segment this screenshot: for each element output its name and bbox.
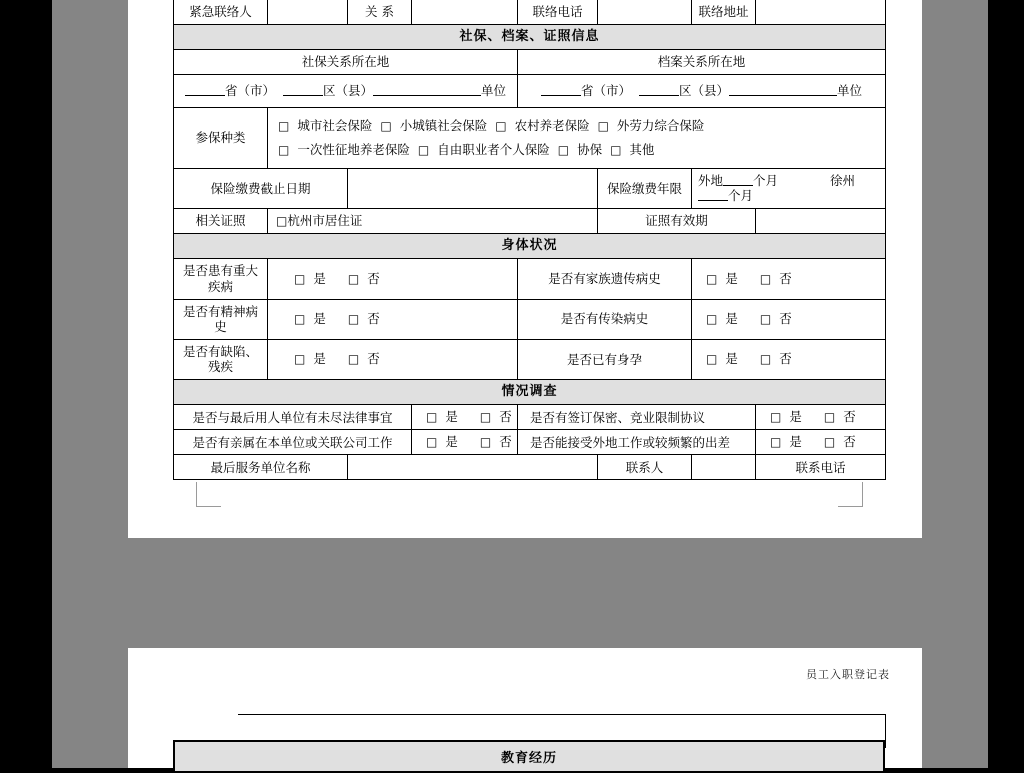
section-header-body-condition: 身体状况 xyxy=(174,234,886,259)
answer-relatives-in-company xyxy=(412,430,518,455)
label-insurance-types: 参保种类 xyxy=(174,108,268,169)
onboarding-form-table xyxy=(173,0,886,480)
checkbox-major-illness-no[interactable]: □ xyxy=(347,271,360,286)
label-relatives-in-company: 是否有亲属在本单位或关联公司工作 xyxy=(174,430,412,455)
label-family-hereditary-history: 是否有家族遗传病史 xyxy=(518,259,692,299)
insurance-options-row-2 xyxy=(278,138,880,162)
section-header-situation-survey: 情况调查 xyxy=(174,380,886,405)
label-disability-yes: 是 xyxy=(313,351,326,367)
social-unit-blank[interactable] xyxy=(373,84,481,96)
answer-family-hereditary-history xyxy=(692,259,886,299)
checkbox-pregnancy-yes[interactable]: □ xyxy=(706,352,718,367)
table-row-emergency-contact xyxy=(174,0,886,25)
option-hangzhou-residence-permit: 杭州市居住证 xyxy=(287,213,363,229)
section-header-education: 教育经历 xyxy=(174,741,884,772)
label-family-hereditary-yes: 是 xyxy=(725,270,738,286)
table-row-location-fields xyxy=(174,75,886,108)
label-relation: 关 系 xyxy=(348,0,412,25)
checkbox-mental-illness-yes[interactable]: □ xyxy=(294,312,306,327)
field-social-location[interactable] xyxy=(174,75,518,108)
label-payment-years: 保险缴费年限 xyxy=(598,168,692,208)
document-page-2 xyxy=(128,648,922,768)
label-infectious-yes: 是 xyxy=(725,311,738,327)
label-pregnancy-yes: 是 xyxy=(725,351,738,367)
label-emergency-contact: 紧急联络人 xyxy=(174,0,268,25)
archive-province-blank[interactable] xyxy=(541,84,581,96)
header-social-location: 社保关系所在地 xyxy=(174,50,518,75)
label-noncompete-yes: 是 xyxy=(789,409,802,425)
option-town-social-insurance: 小城镇社会保险 xyxy=(399,118,488,134)
label-confidentiality-noncompete: 是否有签订保密、竞业限制协议 xyxy=(518,405,756,430)
checkbox-mental-illness-no[interactable]: □ xyxy=(347,312,360,327)
option-land-requisition-pension: 一次性征地养老保险 xyxy=(297,142,410,158)
years-outside-blank[interactable] xyxy=(723,174,753,186)
label-payment-deadline: 保险缴费截止日期 xyxy=(174,168,348,208)
label-mental-illness-history: 是否有精神病史 xyxy=(174,299,268,339)
table-row-last-employer xyxy=(174,455,886,480)
archive-unit-blank[interactable] xyxy=(729,84,837,96)
checkbox-town-social-insurance[interactable]: □ xyxy=(380,119,392,134)
checkbox-city-social-insurance[interactable]: □ xyxy=(278,119,290,134)
label-contact-phone: 联络电话 xyxy=(518,0,598,25)
checkbox-relatives-no[interactable]: □ xyxy=(479,435,492,450)
option-city-social-insurance: 城市社会保险 xyxy=(297,118,373,134)
answer-defect-disability xyxy=(268,339,518,379)
page2-right-rule xyxy=(885,714,886,748)
header-archive-location: 档案关系所在地 xyxy=(518,50,886,75)
table-row-section-social xyxy=(174,25,886,50)
table-row-body-1 xyxy=(174,259,886,299)
answer-infectious-disease-history xyxy=(692,299,886,339)
label-pregnancy-no: 否 xyxy=(779,351,792,367)
crop-mark-bottom-right xyxy=(838,482,863,507)
label-last-employer-contact: 联系人 xyxy=(598,455,692,480)
field-last-employer-contact[interactable] xyxy=(692,455,756,480)
table-row-survey-1 xyxy=(174,405,886,430)
insurance-options-row-1 xyxy=(278,114,880,138)
label-major-illness-no: 否 xyxy=(367,270,380,286)
answer-pregnancy xyxy=(692,339,886,379)
table-row-body-3 xyxy=(174,339,886,379)
education-table xyxy=(173,740,885,773)
table-row-section-body xyxy=(174,234,886,259)
field-emergency-contact[interactable] xyxy=(268,0,348,25)
years-local-prefix: 徐州 xyxy=(830,172,856,188)
checkbox-other-insurance[interactable]: □ xyxy=(610,143,622,158)
archive-province-label: 省（市） xyxy=(580,83,631,99)
field-archive-location[interactable] xyxy=(518,75,886,108)
checkbox-infectious-no[interactable]: □ xyxy=(759,312,772,327)
label-family-hereditary-no: 否 xyxy=(779,270,792,286)
label-accept-travel: 是否能接受外地工作或较频繁的出差 xyxy=(518,430,756,455)
option-rural-pension-insurance: 农村养老保险 xyxy=(514,118,590,134)
checkbox-noncompete-yes[interactable]: □ xyxy=(770,410,782,425)
field-contact-phone[interactable] xyxy=(598,0,692,25)
field-payment-deadline[interactable] xyxy=(348,168,598,208)
option-other-insurance: 其他 xyxy=(629,142,655,158)
checkbox-disability-no[interactable]: □ xyxy=(347,352,360,367)
years-local-blank[interactable] xyxy=(698,189,728,201)
label-certificate-validity: 证照有效期 xyxy=(598,209,756,234)
checkbox-disability-yes[interactable]: □ xyxy=(294,352,306,367)
field-relation[interactable] xyxy=(412,0,518,25)
years-outside-suffix: 个月 xyxy=(753,172,779,188)
checkbox-hangzhou-residence-permit[interactable]: □ xyxy=(276,214,288,229)
answer-legal-matters-prior-employer xyxy=(412,405,518,430)
checkbox-pregnancy-no[interactable]: □ xyxy=(759,352,772,367)
answer-major-illness xyxy=(268,259,518,299)
checkbox-infectious-yes[interactable]: □ xyxy=(706,312,718,327)
label-legal-matters-no: 否 xyxy=(499,409,512,425)
checkbox-rural-pension-insurance[interactable]: □ xyxy=(495,119,507,134)
years-local-suffix: 个月 xyxy=(728,188,754,204)
page-header-title: 员工入职登记表 xyxy=(806,668,890,681)
table-row-insurance-payment xyxy=(174,168,886,208)
social-district-blank[interactable] xyxy=(283,84,323,96)
label-travel-no: 否 xyxy=(843,434,856,450)
option-migrant-comprehensive-insurance: 外劳力综合保险 xyxy=(616,118,705,134)
label-mental-illness-yes: 是 xyxy=(313,311,326,327)
years-outside-prefix: 外地 xyxy=(698,172,724,188)
social-district-label: 区（县） xyxy=(322,83,373,99)
option-freelancer-personal-insurance: 自由职业者个人保险 xyxy=(437,142,550,158)
answer-mental-illness-history xyxy=(268,299,518,339)
checkbox-migrant-comprehensive-insurance[interactable]: □ xyxy=(597,119,609,134)
page2-top-rule xyxy=(238,714,886,715)
label-legal-matters-yes: 是 xyxy=(445,409,458,425)
label-legal-matters-prior-employer: 是否与最后用人单位有未尽法律事宜 xyxy=(174,405,412,430)
table-row-section-survey xyxy=(174,380,886,405)
checkbox-major-illness-yes[interactable]: □ xyxy=(294,271,306,286)
checkbox-travel-yes[interactable]: □ xyxy=(770,435,782,450)
label-noncompete-no: 否 xyxy=(843,409,856,425)
checkbox-family-hereditary-yes[interactable]: □ xyxy=(706,271,718,286)
label-major-illness-yes: 是 xyxy=(313,270,326,286)
checkbox-assisted-insurance[interactable]: □ xyxy=(557,143,570,158)
label-infectious-no: 否 xyxy=(779,311,792,327)
archive-district-blank[interactable] xyxy=(639,84,679,96)
social-province-label: 省（市） xyxy=(224,83,275,99)
checkbox-family-hereditary-no[interactable]: □ xyxy=(759,271,772,286)
label-contact-address: 联络地址 xyxy=(692,0,756,25)
document-page-1 xyxy=(128,0,922,538)
checkbox-freelancer-personal-insurance[interactable]: □ xyxy=(417,143,430,158)
table-row-location-headers xyxy=(174,50,886,75)
checkbox-legal-matters-no[interactable]: □ xyxy=(479,410,492,425)
archive-unit-label: 单位 xyxy=(837,83,863,99)
field-contact-address[interactable] xyxy=(756,0,886,25)
table-row-survey-2 xyxy=(174,430,886,455)
social-unit-label: 单位 xyxy=(481,83,507,99)
insurance-type-options xyxy=(268,108,886,169)
label-disability-no: 否 xyxy=(367,351,380,367)
table-row-section-education xyxy=(174,741,884,772)
table-row-certificates xyxy=(174,209,886,234)
label-infectious-disease-history: 是否有传染病史 xyxy=(518,299,692,339)
label-relatives-yes: 是 xyxy=(445,434,458,450)
crop-mark-bottom-left xyxy=(196,482,221,507)
label-last-employer-name: 最后服务单位名称 xyxy=(174,455,348,480)
checkbox-noncompete-no[interactable]: □ xyxy=(823,410,836,425)
field-last-employer-name[interactable] xyxy=(348,455,598,480)
label-major-illness: 是否患有重大疾病 xyxy=(174,259,268,299)
label-related-certificates: 相关证照 xyxy=(174,209,268,234)
field-certificate-validity[interactable] xyxy=(756,209,886,234)
label-travel-yes: 是 xyxy=(789,434,802,450)
label-relatives-no: 否 xyxy=(499,434,512,450)
checkbox-relatives-yes[interactable]: □ xyxy=(426,435,438,450)
social-province-blank[interactable] xyxy=(185,84,225,96)
section-header-social: 社保、档案、证照信息 xyxy=(174,25,886,50)
certificate-option-cell xyxy=(268,209,598,234)
table-row-insurance-types xyxy=(174,108,886,169)
label-pregnancy: 是否已有身孕 xyxy=(518,339,692,379)
label-mental-illness-no: 否 xyxy=(367,311,380,327)
answer-confidentiality-noncompete xyxy=(756,405,886,430)
archive-district-label: 区（县） xyxy=(678,83,729,99)
table-row-body-2 xyxy=(174,299,886,339)
checkbox-land-requisition-pension[interactable]: □ xyxy=(278,143,290,158)
label-defect-disability: 是否有缺陷、残疾 xyxy=(174,339,268,379)
option-assisted-insurance: 协保 xyxy=(577,142,603,158)
checkbox-travel-no[interactable]: □ xyxy=(823,435,836,450)
answer-accept-travel xyxy=(756,430,886,455)
checkbox-legal-matters-yes[interactable]: □ xyxy=(426,410,438,425)
field-payment-years[interactable] xyxy=(692,168,886,208)
label-last-employer-phone: 联系电话 xyxy=(756,455,886,480)
